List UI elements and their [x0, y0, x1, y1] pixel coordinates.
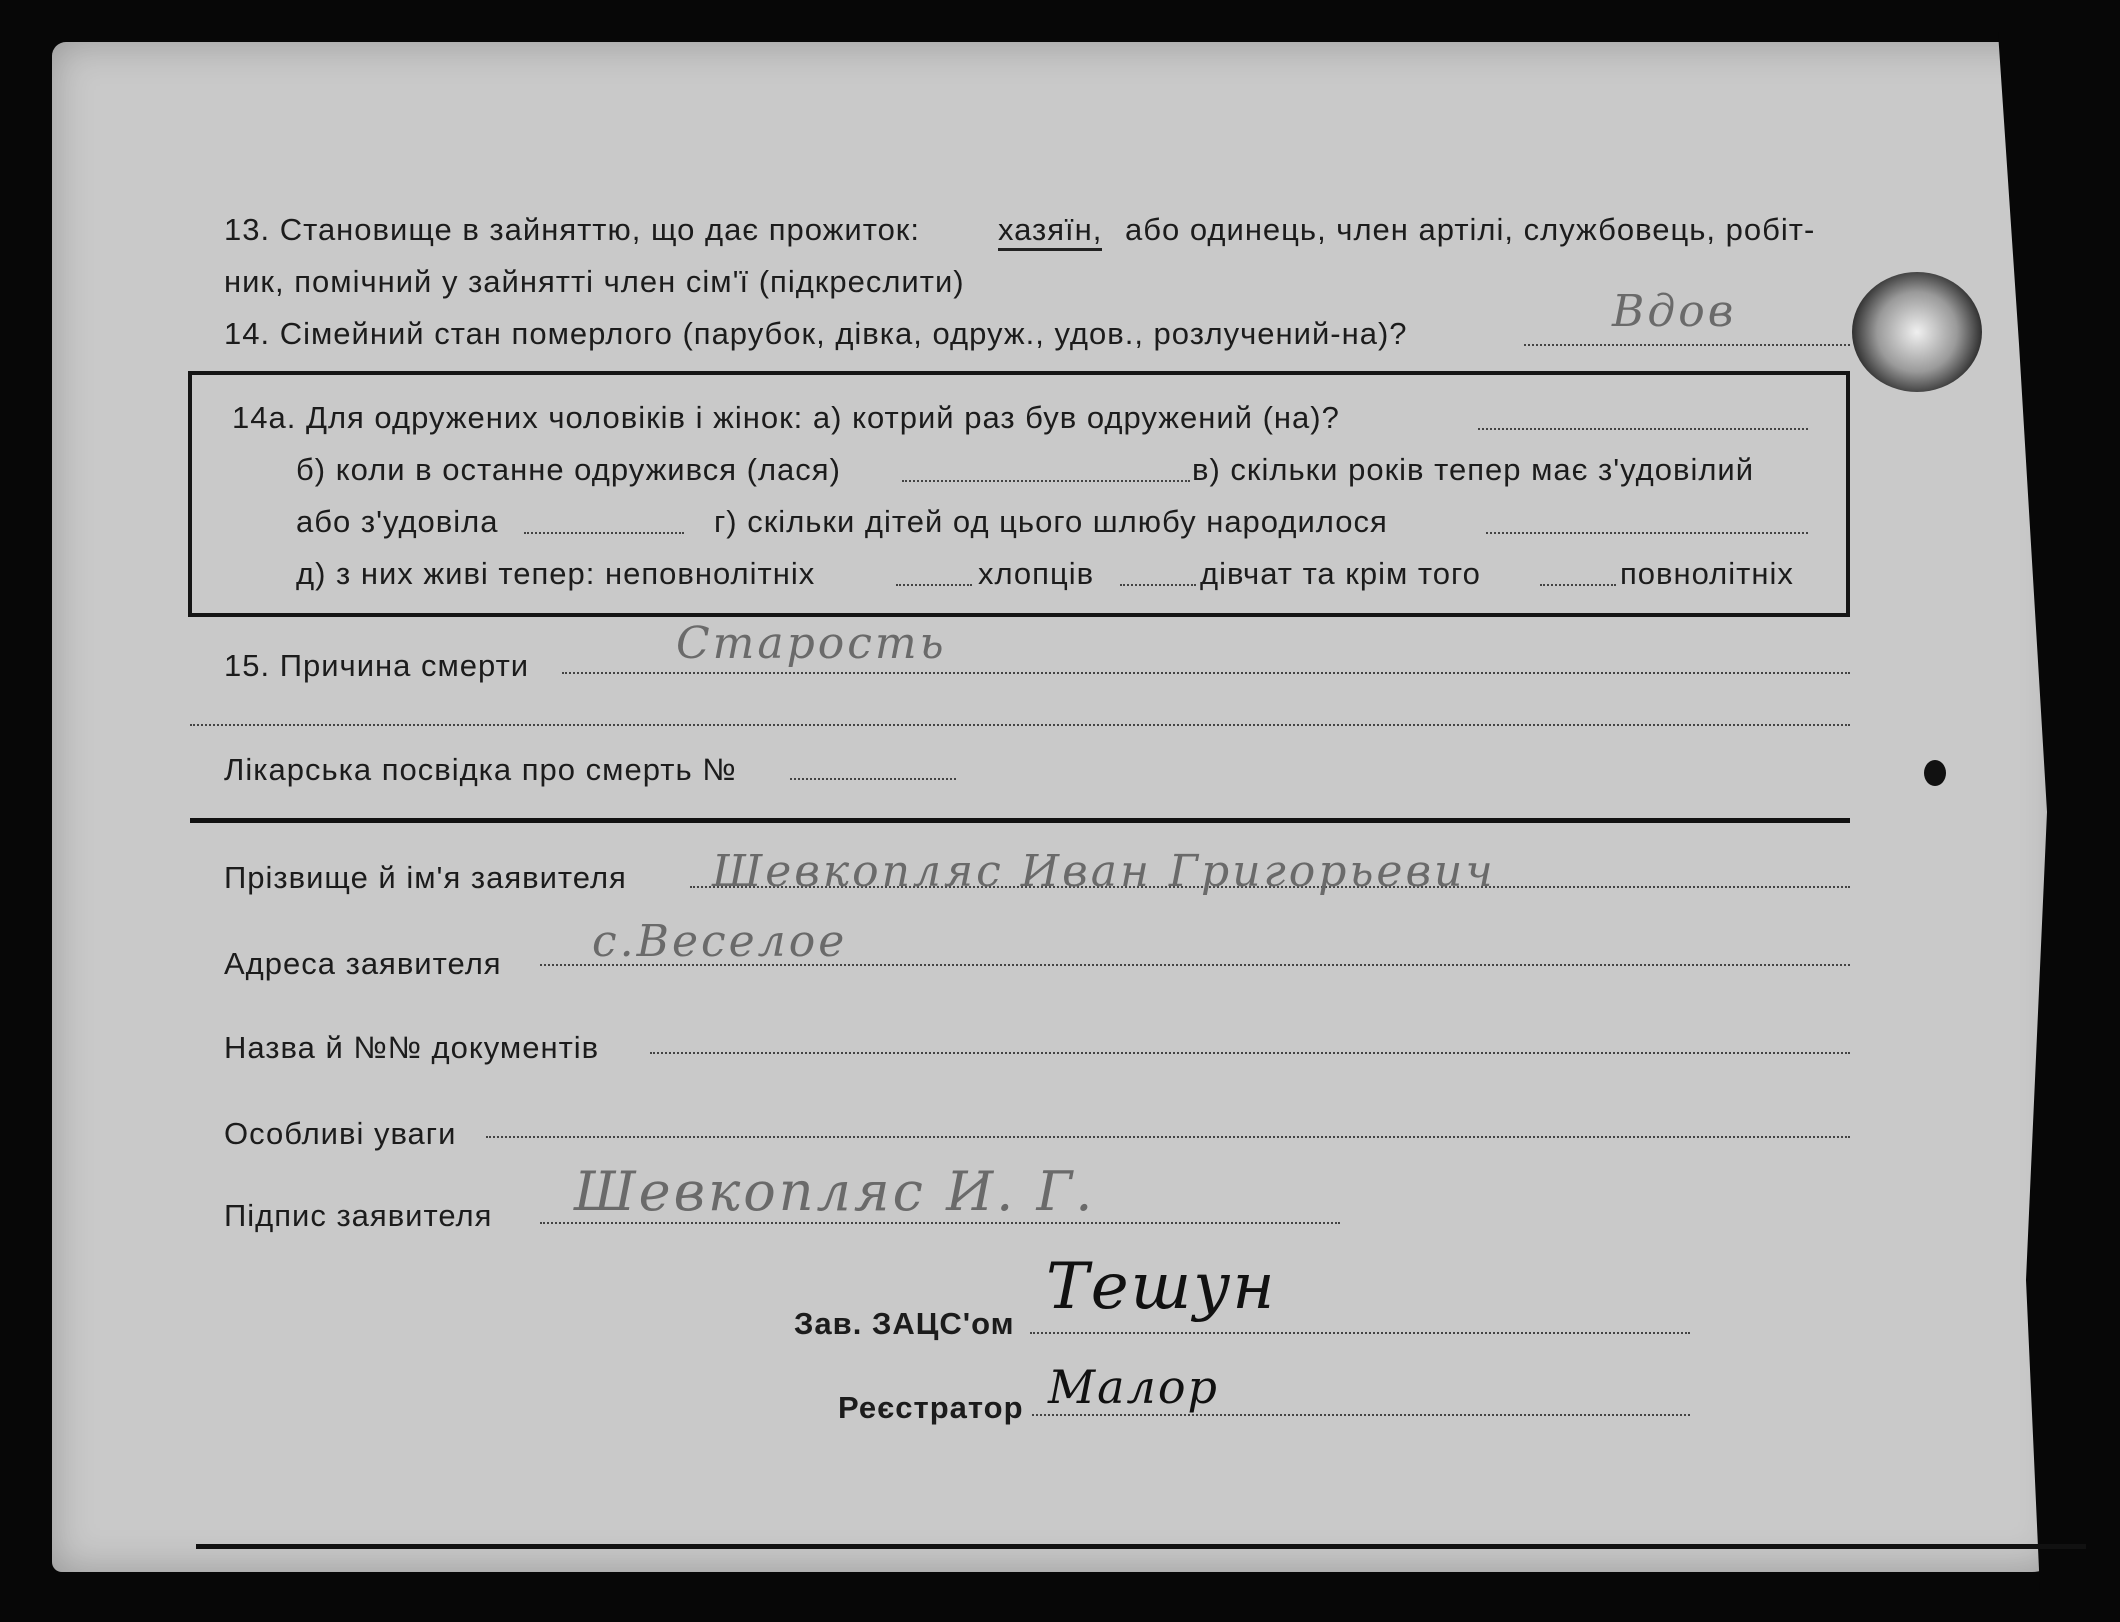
registrar-signature-line: [1032, 1414, 1690, 1416]
q14a-line4-b: хлопців: [978, 556, 1095, 591]
documents-label: Назва й №№ документів: [224, 1030, 600, 1065]
q14a-line3-blank2: [1486, 532, 1808, 534]
documents-line: [650, 1052, 1850, 1054]
q14a-line4-a: д) з них живі тепер: неповнолітніх: [296, 556, 816, 591]
q13-label-b: або одинець, член артілі, службовець, робіт-: [1125, 212, 1816, 247]
ink-spot: [1924, 760, 1946, 786]
q14a-line4-blank2: [1120, 584, 1196, 586]
q14a-line3-b: г) скільки дітей од цього шлюбу народилося: [714, 504, 1388, 539]
q14-answer: Вдов: [1612, 286, 1737, 337]
q14-answer-line: [1524, 344, 1850, 346]
q14a-line2-blank: [902, 480, 1190, 482]
q14a-line3-a: або з'удовіла: [296, 504, 499, 539]
q14a-line4-c: дівчат та крім того: [1200, 556, 1481, 591]
q13-underlined-option: хазяїн,: [998, 212, 1102, 251]
q15-second-line: [190, 724, 1850, 726]
q14-label: 14. Сімейний стан померлого (парубок, дівка, одруж., удов., розлучений-на)?: [224, 316, 1408, 351]
applicant-name-label: Прізвище й ім'я заявителя: [224, 860, 627, 895]
q14a-line4-d: повнолітніх: [1620, 556, 1794, 591]
q14a-line2-b: в) скільки років тепер має з'удовілий: [1192, 452, 1755, 487]
remarks-label: Особливі уваги: [224, 1116, 457, 1151]
q13-label-line2: ник, помічний у зайнятті член сім'ї (підкреслити): [224, 264, 965, 299]
registrar-label: Реєстратор: [838, 1390, 1024, 1425]
q14a-line1: 14а. Для одружених чоловіків і жінок: а) котрий раз був одружений (на)?: [232, 400, 1340, 435]
q14a-line3-blank1: [524, 532, 684, 534]
q15-answer-line: [562, 672, 1850, 674]
q13-label-a: 13. Становище в зайняттю, що дає прожиток:: [224, 212, 920, 247]
applicant-signature: Шевкопляс И. Г.: [574, 1160, 1096, 1223]
section-divider: [190, 818, 1850, 823]
stain-mark: [1852, 272, 1982, 392]
applicant-address-label: Адреса заявителя: [224, 946, 502, 981]
registrar-signature: Малор: [1048, 1360, 1219, 1414]
q15-label: 15. Причина смерти: [224, 648, 530, 683]
bottom-rule: [196, 1544, 2086, 1549]
q14a-line4-blank1: [896, 584, 972, 586]
q14a-line1-blank: [1478, 428, 1808, 430]
head-label: Зав. ЗАЦС'ом: [794, 1306, 1015, 1341]
q15-answer: Старость: [676, 618, 947, 669]
q14a-line4-blank3: [1540, 584, 1616, 586]
medical-cert-label: Лікарська посвідка про смерть №: [224, 752, 737, 787]
applicant-name-value: Шевкопляс Иван Григорьевич: [712, 846, 1496, 897]
q14a-line2-a: б) коли в останне одружився (лася): [296, 452, 841, 487]
applicant-address-value: с.Веселое: [592, 916, 848, 967]
head-signature: Тешун: [1046, 1250, 1277, 1324]
medical-cert-number-line: [790, 778, 956, 780]
remarks-line: [486, 1136, 1850, 1138]
signature-label: Підпис заявителя: [224, 1198, 493, 1233]
head-signature-line: [1030, 1332, 1690, 1334]
